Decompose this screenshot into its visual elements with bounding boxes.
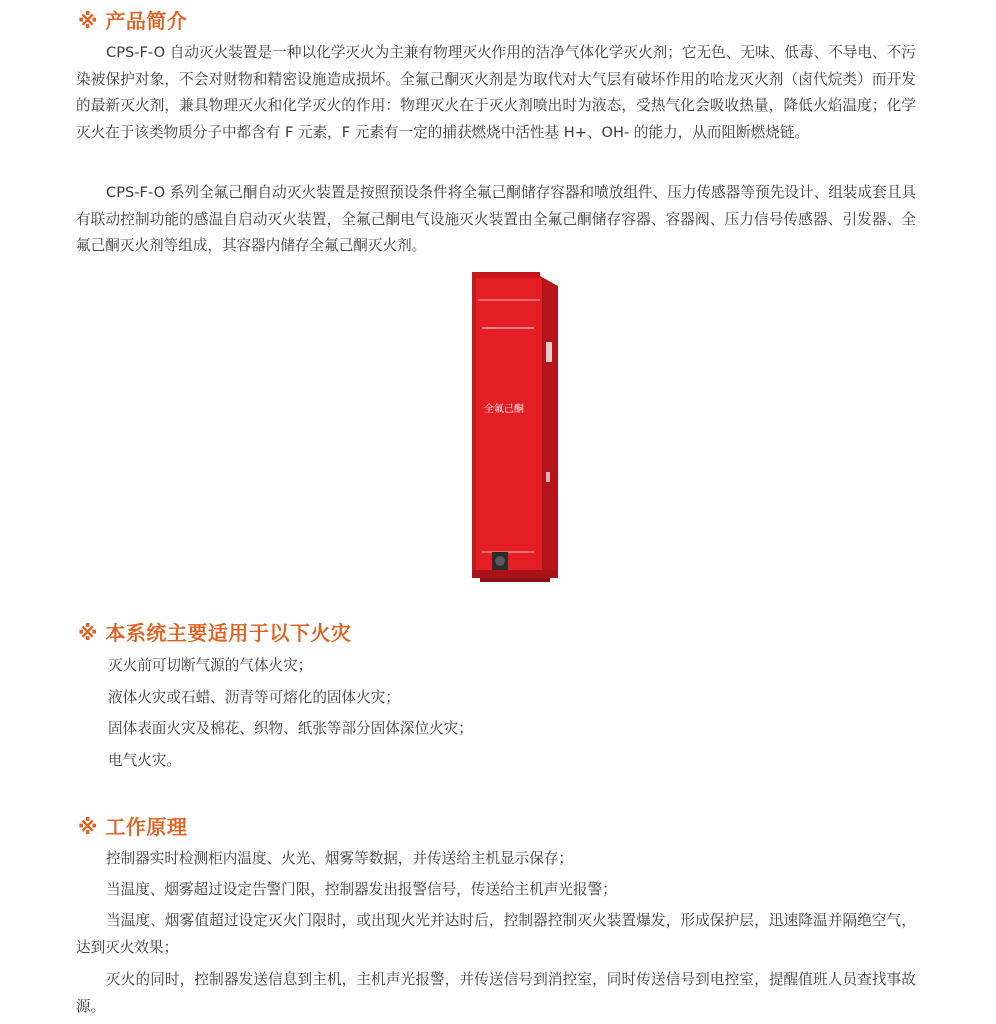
intro-paragraph-1: CPS-F-O 自动灭火装置是一种以化学灭火为主兼有物理灭火作用的洁净气体化学灭火剂；它无色、无味、低毒、不导电、不污染被保护对象，不会对财物和精密设施造成损坏。全氟己酮灭火剂是为取代对大气层有破坏作用的哈龙灭火剂（卤代烷类）而开发的最新灭火剂，兼具物理灭火和化学灭火的作用：物理灭火在于灭火剂喷出时为液态，受热气化会吸收热量，降低火焰温度；化学灭火在于该类物质分子中都含有 F 元素，F 元素有一定的捕获燃烧中活性基 H+、OH- 的能力，从而阻断燃烧链。 (76, 44, 916, 141)
applicable-item: 固体表面火灾及棉花、织物、纸张等部分固体深位火灾； (108, 720, 473, 737)
applicable-item: 灭火前可切断气源的气体火灾； (108, 657, 313, 674)
principle-paragraph-3: 当温度、烟雾值超过设定灭火门限时，或出现火光并达时后，控制器控制灭火装置爆发，形成保护层，迅速降温并隔绝空气，达到灭火效果； (76, 912, 916, 956)
intro-title: ※ 产品简介 (78, 9, 188, 33)
principle-paragraph-2: 当温度、烟雾超过设定告警门限，控制器发出报警信号，传送给主机声光报警； (106, 881, 617, 898)
product-label: 全氟己酮 (484, 404, 524, 415)
applicable-title: ※ 本系统主要适用于以下火灾 (78, 621, 352, 645)
intro-paragraph-2: CPS-F-O 系列全氟己酮自动灭火装置是按照预设条件将全氟己酮储存容器和喷放组件、压力传感器等预先设计、组装成套且具有联动控制功能的感温自启动灭火装置，全氟己酮电气设施灭火装置由全氟己酮储存容器、容器阀、压力信号传感器、引发器、全氟己酮灭火剂等组成，其容器内储存全氟己酮灭火剂。 (76, 184, 916, 254)
product-image (460, 272, 570, 592)
principle-title: ※ 工作原理 (78, 815, 188, 839)
principle-paragraph-1: 控制器实时检测柜内温度、火光、烟雾等数据，并传送给主机显示保存； (106, 850, 574, 867)
product-body (472, 278, 542, 570)
product-side-panel (540, 276, 558, 578)
applicable-item: 液体火灾或石蜡、沥青等可熔化的固体火灾； (108, 689, 400, 706)
applicable-item: 电气火灾。 (108, 752, 181, 769)
principle-paragraph-4: 灭火的同时，控制器发送信息到主机，主机声光报警，并传送信号到消控室，同时传送信号到电控室，提醒值班人员查找事故源。 (76, 971, 916, 1015)
